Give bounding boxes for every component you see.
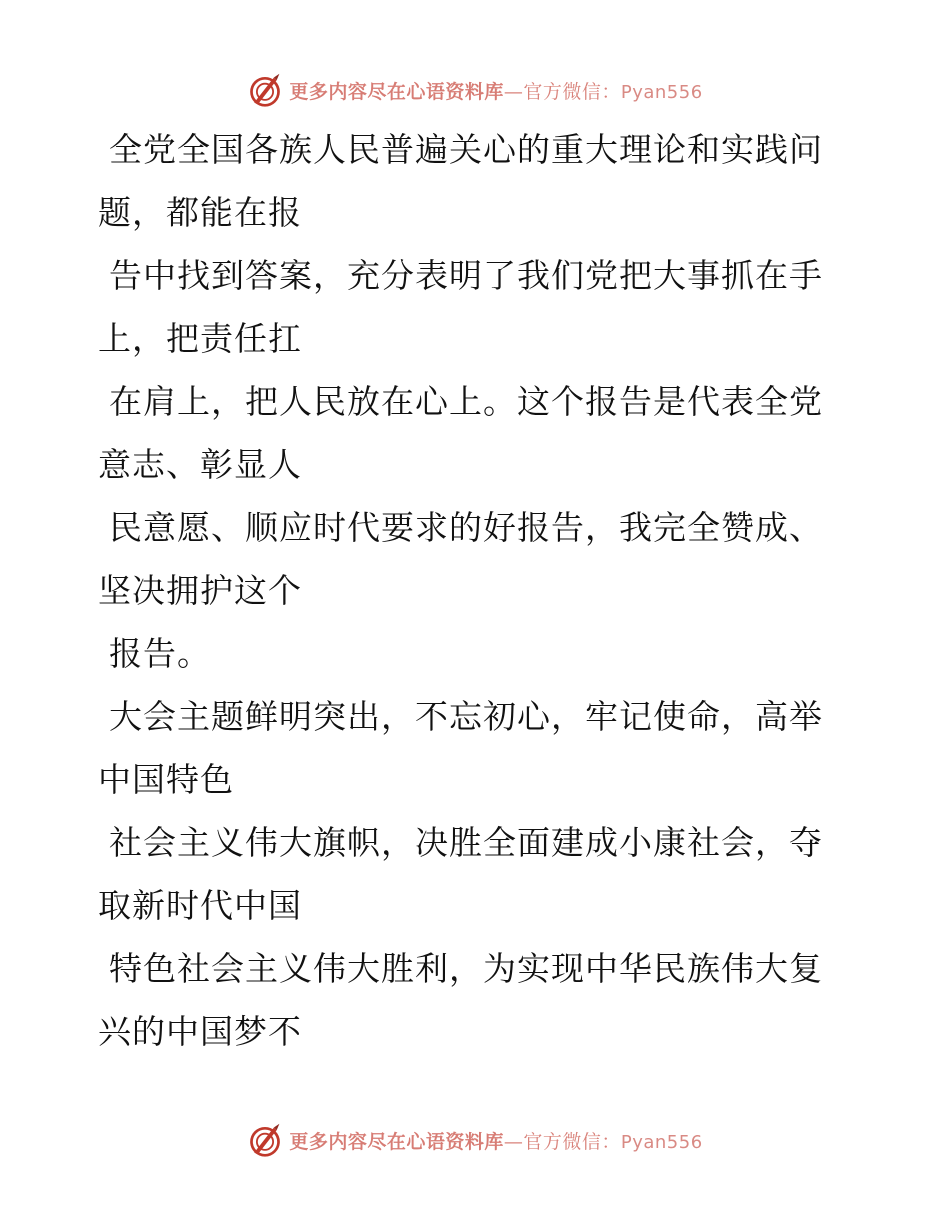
text-line: 坚决拥护这个 — [98, 571, 302, 610]
header-banner-text — [289, 77, 702, 104]
header-banner-wechat-id: Pyan556 — [620, 81, 703, 103]
text-line: 取新时代中国 — [98, 886, 302, 925]
text-line: 民意愿、顺应时代要求的好报告，我完全赞成、 — [109, 508, 823, 547]
footer-banner — [0, 1120, 950, 1160]
footer-banner-text — [289, 1127, 702, 1154]
header-banner-wechat-label: 官方微信： — [523, 80, 621, 103]
text-line: 报告。 — [109, 634, 211, 673]
text-line: 在肩上，把人民放在心上。这个报告是代表全党 — [109, 382, 823, 421]
paragraph — [98, 685, 858, 1063]
text-line: 中国特色 — [98, 760, 234, 799]
footer-banner-wechat-id: Pyan556 — [620, 1131, 703, 1153]
text-line: 告中找到答案，充分表明了我们党把大事抓在手 — [109, 256, 823, 295]
text-line: 社会主义伟大旗帜，决胜全面建成小康社会，夺 — [109, 823, 823, 862]
footer-banner-main: 更多内容尽在心语资料库 — [289, 1130, 504, 1153]
quill-pen-circle-icon — [247, 1122, 283, 1158]
text-line: 意志、彰显人 — [98, 445, 302, 484]
text-line: 上，把责任扛 — [98, 319, 302, 358]
footer-banner-dash: — — [503, 1130, 524, 1153]
header-banner — [0, 70, 950, 110]
text-line: 大会主题鲜明突出，不忘初心，牢记使命，高举 — [109, 697, 823, 736]
quill-pen-circle-icon — [247, 72, 283, 108]
footer-banner-wechat-label: 官方微信： — [523, 1130, 621, 1153]
paragraph — [98, 118, 858, 685]
document-body — [98, 118, 858, 1063]
header-banner-dash: — — [503, 80, 524, 103]
text-line: 全党全国各族人民普遍关心的重大理论和实践问 — [109, 130, 823, 169]
text-line: 兴的中国梦不 — [98, 1012, 302, 1051]
header-banner-main: 更多内容尽在心语资料库 — [289, 80, 504, 103]
text-line: 题，都能在报 — [98, 193, 302, 232]
text-line: 特色社会主义伟大胜利，为实现中华民族伟大复 — [109, 949, 823, 988]
